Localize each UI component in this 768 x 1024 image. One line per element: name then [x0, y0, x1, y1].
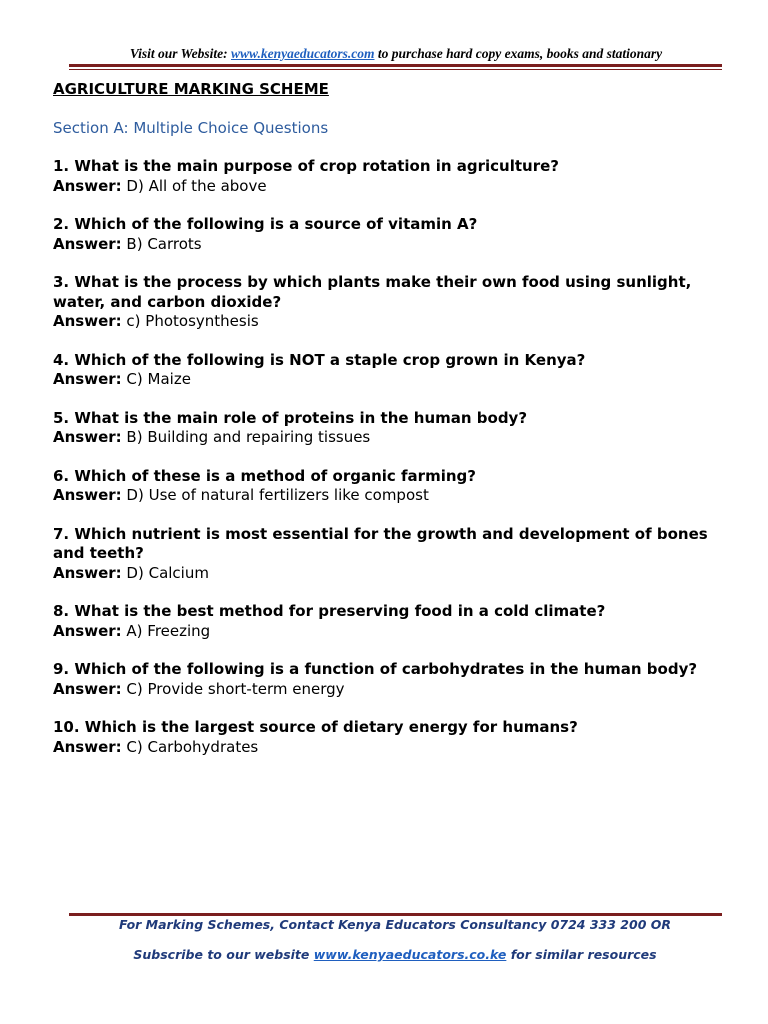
question-text: 1. What is the main purpose of crop rotation in agriculture?: [53, 157, 560, 175]
answer-label: Answer:: [53, 737, 122, 756]
answer-label: Answer:: [53, 428, 122, 446]
footer-subscribe-suffix: for similar resources: [506, 947, 657, 962]
question-text: 10. Which is the largest source of dietary energy for humans?: [53, 718, 578, 736]
question-text: 3. What is the process by which plants make their own food using sunlight, water, and carbon dioxide?: [53, 273, 692, 311]
answer-line: [53, 564, 733, 584]
answer-text: C) Maize: [121, 370, 191, 388]
answer-line: [53, 622, 733, 642]
question-item: [53, 215, 733, 254]
question-text: 7. Which nutrient is most essential for the growth and development of bones and teeth?: [53, 524, 708, 562]
answer-text: D) All of the above: [121, 176, 267, 195]
question-item: [53, 351, 733, 390]
answer-text: B) Building and repairing tissues: [121, 428, 371, 446]
answer-text: c) Photosynthesis: [121, 312, 259, 330]
footer-subscribe: [0, 947, 768, 962]
question-item: [53, 602, 733, 641]
answer-line: [53, 738, 733, 758]
question-item: [53, 525, 733, 584]
answer-line: [53, 486, 733, 506]
header-divider-thin: [69, 69, 722, 70]
answer-text: D) Use of natural fertilizers like compost: [121, 486, 429, 504]
answer-label: Answer:: [53, 679, 122, 698]
question-text: 9. Which of the following is a function of carbohydrates in the human body?: [53, 660, 698, 678]
answer-label: Answer:: [53, 563, 122, 582]
question-text: 8. What is the best method for preserving food in a cold climate?: [53, 602, 606, 620]
question-item: [53, 718, 733, 757]
question-text: 5. What is the main role of proteins in the human body?: [53, 408, 528, 427]
answer-line: [53, 428, 733, 448]
header-suffix: to purchase hard copy exams, books and stationary: [374, 46, 663, 61]
section-heading: Section A: Multiple Choice Questions: [53, 119, 329, 137]
answer-label: Answer:: [53, 370, 122, 388]
answer-label: Answer:: [53, 621, 122, 640]
question-text: 6. Which of these is a method of organic farming?: [53, 466, 476, 485]
answer-text: C) Provide short-term energy: [121, 679, 345, 698]
header-prefix: Visit our Website:: [129, 46, 231, 61]
answer-text: A) Freezing: [121, 621, 211, 640]
footer-contact: For Marking Schemes, Contact Kenya Educators Consultancy 0724 333 200 OR: [119, 917, 671, 932]
page-header: [0, 46, 768, 62]
answer-text: D) Calcium: [121, 563, 209, 582]
website-link[interactable]: www.kenyaeducators.com: [231, 46, 375, 61]
answer-label: Answer:: [53, 312, 122, 330]
question-item: [53, 157, 733, 196]
question-text: 4. Which of the following is NOT a staple crop grown in Kenya?: [53, 350, 586, 369]
footer-website-link[interactable]: www.kenyaeducators.co.ke: [313, 947, 507, 962]
answer-line: [53, 177, 733, 197]
answer-text: C) Carbohydrates: [121, 737, 259, 756]
footer-subscribe-prefix: Subscribe to our website: [133, 947, 314, 962]
question-item: [53, 660, 733, 699]
question-item: [53, 467, 733, 506]
answer-label: Answer:: [53, 176, 122, 195]
answer-line: [53, 370, 733, 390]
answer-label: Answer:: [53, 486, 122, 504]
header-divider: [69, 64, 722, 67]
answer-label: Answer:: [53, 234, 122, 253]
question-item: [53, 409, 733, 448]
answer-text: B) Carrots: [121, 234, 202, 253]
answer-line: [53, 235, 733, 255]
answer-line: [53, 680, 733, 700]
question-text: 2. Which of the following is a source of vitamin A?: [53, 215, 478, 233]
answer-line: [53, 312, 733, 332]
question-item: [53, 273, 733, 332]
document-title: AGRICULTURE MARKING SCHEME: [53, 80, 329, 98]
document-body: [53, 79, 733, 757]
footer-divider: [69, 913, 722, 916]
